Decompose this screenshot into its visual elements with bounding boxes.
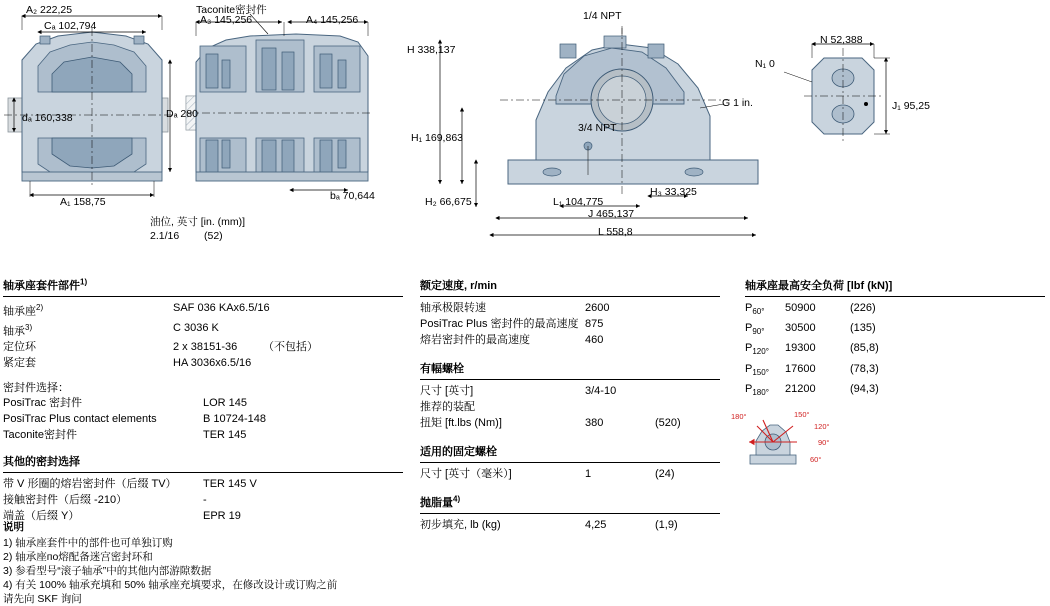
footnotes: [3, 520, 337, 606]
row-value: [585, 399, 655, 415]
row-alt: (78,3): [850, 362, 879, 375]
row-label: 接触密封件（后缀 -210）: [3, 494, 128, 507]
table-row: [420, 517, 720, 533]
divider: [420, 379, 720, 380]
col1-title: 轴承座套件部件$^{1)}$: [3, 277, 88, 292]
table-row: $P_{120^\circ}$ 19300 (85,8): [745, 340, 1045, 360]
dim-n: N 52,388: [820, 34, 863, 46]
dim-h3: H₃ 33,325: [650, 186, 697, 198]
footnote-line: 请先向 SKF 询问: [3, 593, 82, 605]
speed-title: 额定速度, r/min: [420, 280, 498, 292]
dim-a2: A₂ 222,25: [26, 4, 73, 16]
row-label: 扭矩 [ft.lbs (Nm)]: [420, 417, 502, 429]
row-label: 轴承座: [3, 305, 36, 318]
row-value: 17600: [785, 362, 816, 375]
row-value: HA 3036x6.5/16: [173, 357, 252, 370]
view-base-plan: [784, 44, 890, 144]
safe-load-title: 轴承座最高安全负荷 [lbf (kN)]: [745, 280, 893, 292]
row-value: 30500: [785, 322, 816, 335]
dim-n1: N₁ 0: [755, 58, 775, 70]
row-value: SAF 036 KAx6.5/16: [173, 302, 270, 314]
row-value: 1: [585, 468, 592, 480]
technical-drawings: [0, 0, 1050, 268]
dim-a4: A₄ 145,256: [306, 14, 359, 26]
row-alt: (226): [850, 302, 876, 314]
divider: [3, 472, 403, 473]
row-label: 端盖（后缀 Y）: [3, 510, 80, 523]
table-row: [3, 476, 403, 492]
view-taconite-section: [186, 14, 372, 190]
table-housing-kit: [3, 277, 403, 524]
dim-ba: bₐ 70,644: [330, 190, 375, 202]
label-oil-level: 油位, 英寸 [in. (mm)]: [150, 216, 246, 228]
oil-level-value: 2.1/16: [150, 230, 180, 242]
angle-label: 90°: [818, 438, 830, 447]
angle-label: 150°: [794, 410, 810, 419]
dim-da-big: Dₐ 280: [166, 108, 198, 120]
row-value: EPR 19: [203, 510, 241, 523]
row-value: -: [203, 494, 207, 507]
load-angle-svg: [730, 405, 920, 477]
row-label: 定位环: [3, 341, 36, 354]
footnote-line: 4) 有关 100% 轴承充填和 50% 轴承座充填要求，在修改设计或订购之前: [3, 579, 338, 591]
row-note: [333, 355, 403, 371]
dim-a1: A₁ 158,75: [60, 196, 106, 208]
row-label: PosiTrac Plus 密封件的最高速度: [420, 318, 579, 330]
row-label: 尺寸 [英寸]: [420, 385, 474, 397]
divider: [420, 513, 720, 514]
table-row: $P_{150^\circ}$ 17600 (78,3): [745, 361, 1045, 381]
label-quarter-npt: 1/4 NPT: [583, 10, 622, 22]
seal-options-title: 密封件选择：: [3, 382, 69, 395]
row-label: 尺寸 [英寸（毫米）]: [420, 468, 512, 480]
row-label: 轴承: [3, 325, 25, 338]
table-row: [420, 383, 720, 399]
dim-da: dₐ 160,338: [22, 112, 73, 124]
row-note: [333, 300, 403, 320]
row-label: P: [745, 302, 753, 314]
row-label: P: [745, 362, 753, 375]
footnote-line: 1) 轴承座套件中的部件也可单独订购: [3, 537, 173, 549]
divider: [420, 296, 720, 297]
table-row: [3, 355, 403, 371]
divider: [420, 462, 720, 463]
row-alt: (94,3): [850, 382, 879, 395]
dim-j: J 465,137: [588, 208, 635, 220]
row-value: B 10724-148: [203, 413, 266, 426]
table-row: [420, 466, 720, 482]
row-label: PosiTrac 密封件: [3, 397, 83, 410]
row-alt: [655, 399, 715, 415]
angle-label: 120°: [814, 422, 830, 431]
dim-l: L 558,8: [598, 226, 633, 238]
table-row: [3, 395, 403, 411]
table-row: [420, 399, 720, 415]
table-row: [420, 332, 720, 348]
row-value: 875: [585, 318, 604, 330]
dim-a3: A₃ 145,256: [200, 14, 253, 26]
table-speed-bolts: [420, 277, 720, 533]
footnotes-title: 说明: [3, 521, 24, 533]
row-value: TER 145 V: [203, 478, 257, 491]
row-note: [333, 320, 403, 340]
row-label: 紧定套: [3, 357, 36, 370]
row-value: LOR 145: [203, 397, 248, 410]
load-angle-diagram: [730, 405, 920, 475]
row-value: 2 x 38151-36: [173, 341, 238, 354]
row-value: 50900: [785, 302, 816, 314]
row-label: 轴承极限转速: [420, 302, 486, 314]
row-label: 推荐的装配: [420, 401, 475, 413]
dim-ca: Cₐ 102,794: [44, 20, 97, 32]
fix-bolt-title: 适用的固定螺栓: [420, 446, 497, 458]
label-three-quarter-npt: 3/4 NPT: [578, 122, 617, 134]
footnote-line: 3) 参看型号“滚子轴承”中的其他内部游隙数据: [3, 565, 212, 577]
row-value: 380: [585, 417, 604, 429]
footnote-line: 2) 轴承座по熔配备迷宫密封环和: [3, 551, 153, 563]
row-label: Taconite密封件: [3, 429, 77, 442]
table-row: $P_{180^\circ}$ 21200 (94,3): [745, 381, 1045, 401]
view-left-section: [4, 16, 178, 197]
oil-level-mm: (52): [204, 230, 223, 242]
table-row: $P_{90^\circ}$ 30500 (135): [745, 320, 1045, 340]
row-label: PosiTrac Plus contact elements: [3, 413, 157, 426]
angle-label: 60°: [810, 455, 822, 464]
table-row: [420, 316, 720, 332]
row-label: 熔岩密封件的最高速度: [420, 334, 530, 346]
row-alt: (24): [655, 468, 675, 480]
table-row: [420, 300, 720, 316]
row-label: 带 V 形圈的熔岩密封件（后缀 TV）: [3, 478, 177, 491]
row-alt: (135): [850, 322, 876, 335]
table-safe-load: [745, 277, 1045, 401]
dim-h1: H₁ 169,863: [411, 132, 463, 144]
dim-j1: J₁ 95,25: [892, 100, 930, 112]
row-alt: [655, 383, 715, 399]
row-value: TER 145: [203, 429, 247, 442]
row-value: 19300: [785, 342, 816, 355]
bolt-title: 有幅螺栓: [420, 363, 464, 375]
table-row: 轴承$^{3)}$ C 3036 K: [3, 320, 403, 340]
row-value: 460: [585, 334, 604, 346]
divider: [3, 296, 403, 297]
dim-g: G 1 in.: [722, 97, 753, 109]
table-row: [420, 415, 720, 431]
table-row: [3, 411, 403, 427]
grease-title: 抛脂量$^{4)}$: [420, 494, 461, 509]
divider: [745, 296, 1045, 297]
row-value: C 3036 K: [173, 321, 219, 334]
row-value: 21200: [785, 382, 816, 395]
table-row: 轴承座$^{2)}$ SAF 036 KAx6.5/16: [3, 300, 403, 320]
row-alt: (85,8): [850, 342, 879, 355]
row-label: P: [745, 322, 753, 335]
table-row: $P_{60^\circ}$ 50900 (226): [745, 300, 1045, 320]
table-row: [3, 492, 403, 508]
row-label: P: [745, 342, 753, 355]
row-value: 2600: [585, 302, 610, 314]
row-alt: (1,9): [655, 519, 678, 531]
dim-l1: L₁ 104,775: [553, 196, 604, 208]
dim-h2: H₂ 66,675: [425, 196, 472, 208]
row-alt: (520): [655, 417, 681, 429]
row-note: （不包括）: [263, 341, 318, 354]
label-taconite-seal: Taconite密封件: [196, 4, 267, 16]
row-label: P: [745, 382, 753, 395]
row-value: 4,25: [585, 519, 607, 531]
other-seal-title: 其他的密封选择: [3, 456, 80, 469]
dim-h: H 338,137: [407, 44, 456, 56]
row-value: 3/4-10: [585, 385, 617, 397]
table-row: [3, 427, 403, 443]
row-label: 初步填充, lb (kg): [420, 519, 501, 531]
angle-label: 180°: [731, 412, 747, 421]
table-row: [3, 339, 403, 355]
